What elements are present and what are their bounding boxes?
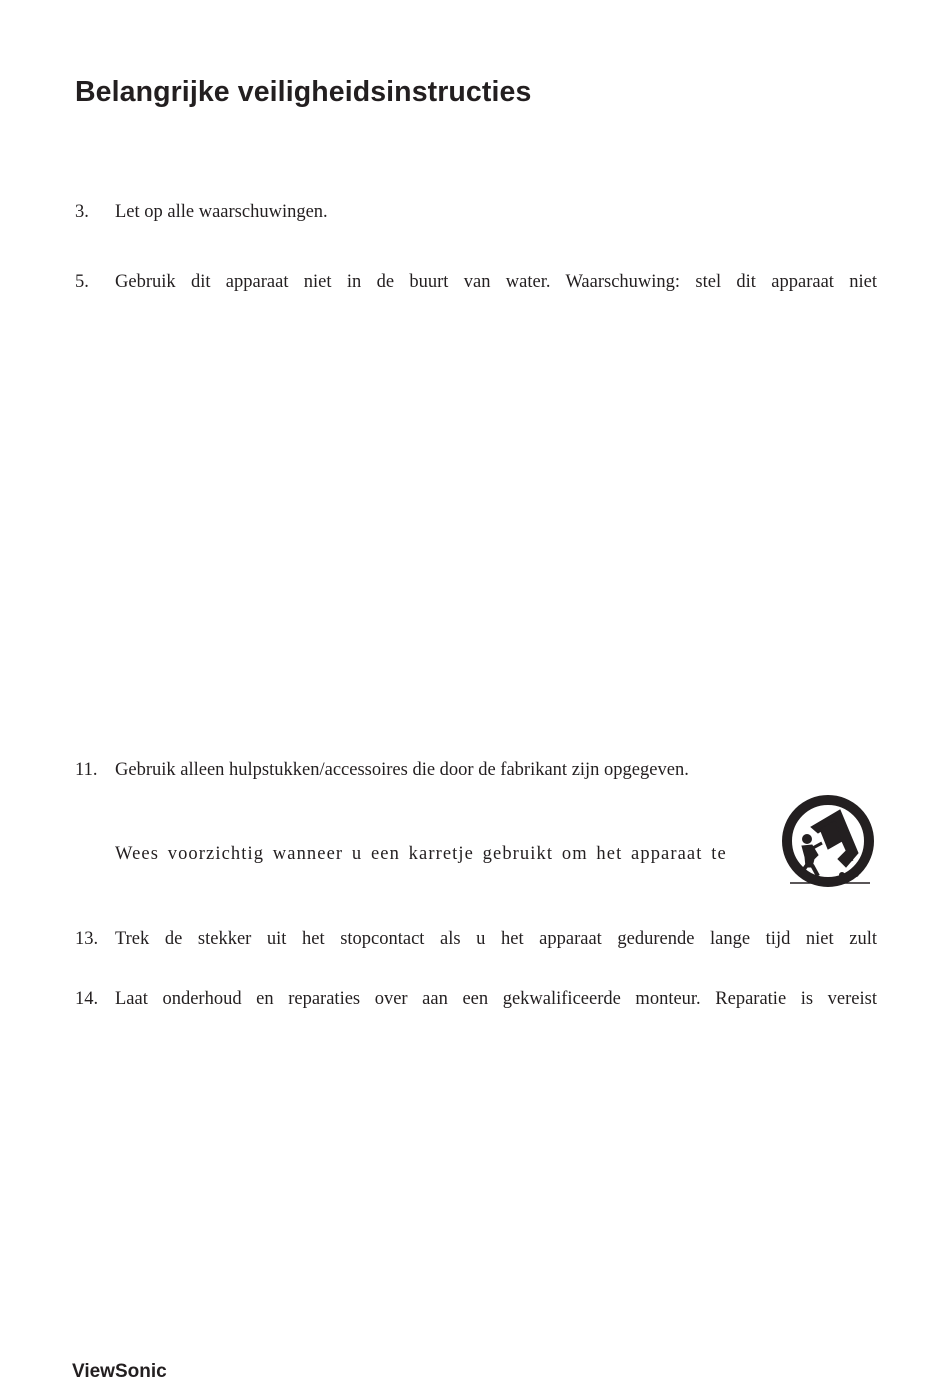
- footer-brand: ViewSonic: [72, 1361, 167, 1382]
- item-number: 14.: [75, 989, 99, 1009]
- item-text: Gebruik alleen hulpstukken/accessoires die door de fabrikant zijn opgegeven.: [115, 760, 689, 780]
- item-text: Let op alle waarschuwingen.: [115, 202, 328, 222]
- cart-warning-text: Wees voorzichtig wanneer u een karretje gebruikt om het apparaat te: [115, 844, 727, 864]
- item-number: 13.: [75, 929, 99, 949]
- item-text: Trek de stekker uit het stopcontact als u het apparaat gedurende lange tijd niet zult: [115, 929, 877, 949]
- item-text: Gebruik dit apparaat niet in de buurt van water. Waarschuwing: stel dit apparaat niet: [115, 272, 877, 292]
- list-item: [75, 269, 877, 295]
- page-title: Belangrijke veiligheidsinstructies: [75, 76, 532, 108]
- item-number: 5.: [75, 272, 89, 292]
- list-item: [75, 986, 877, 1012]
- item-number: 3.: [75, 202, 89, 222]
- list-item: [75, 926, 877, 952]
- item-number: 11.: [75, 760, 98, 780]
- list-item: [75, 757, 877, 783]
- list-item: [75, 199, 877, 225]
- tip-over-cart-warning-icon: [778, 795, 876, 889]
- item-text: Laat onderhoud en reparaties over aan een gekwalificeerde monteur. Reparatie is vereist: [115, 989, 877, 1009]
